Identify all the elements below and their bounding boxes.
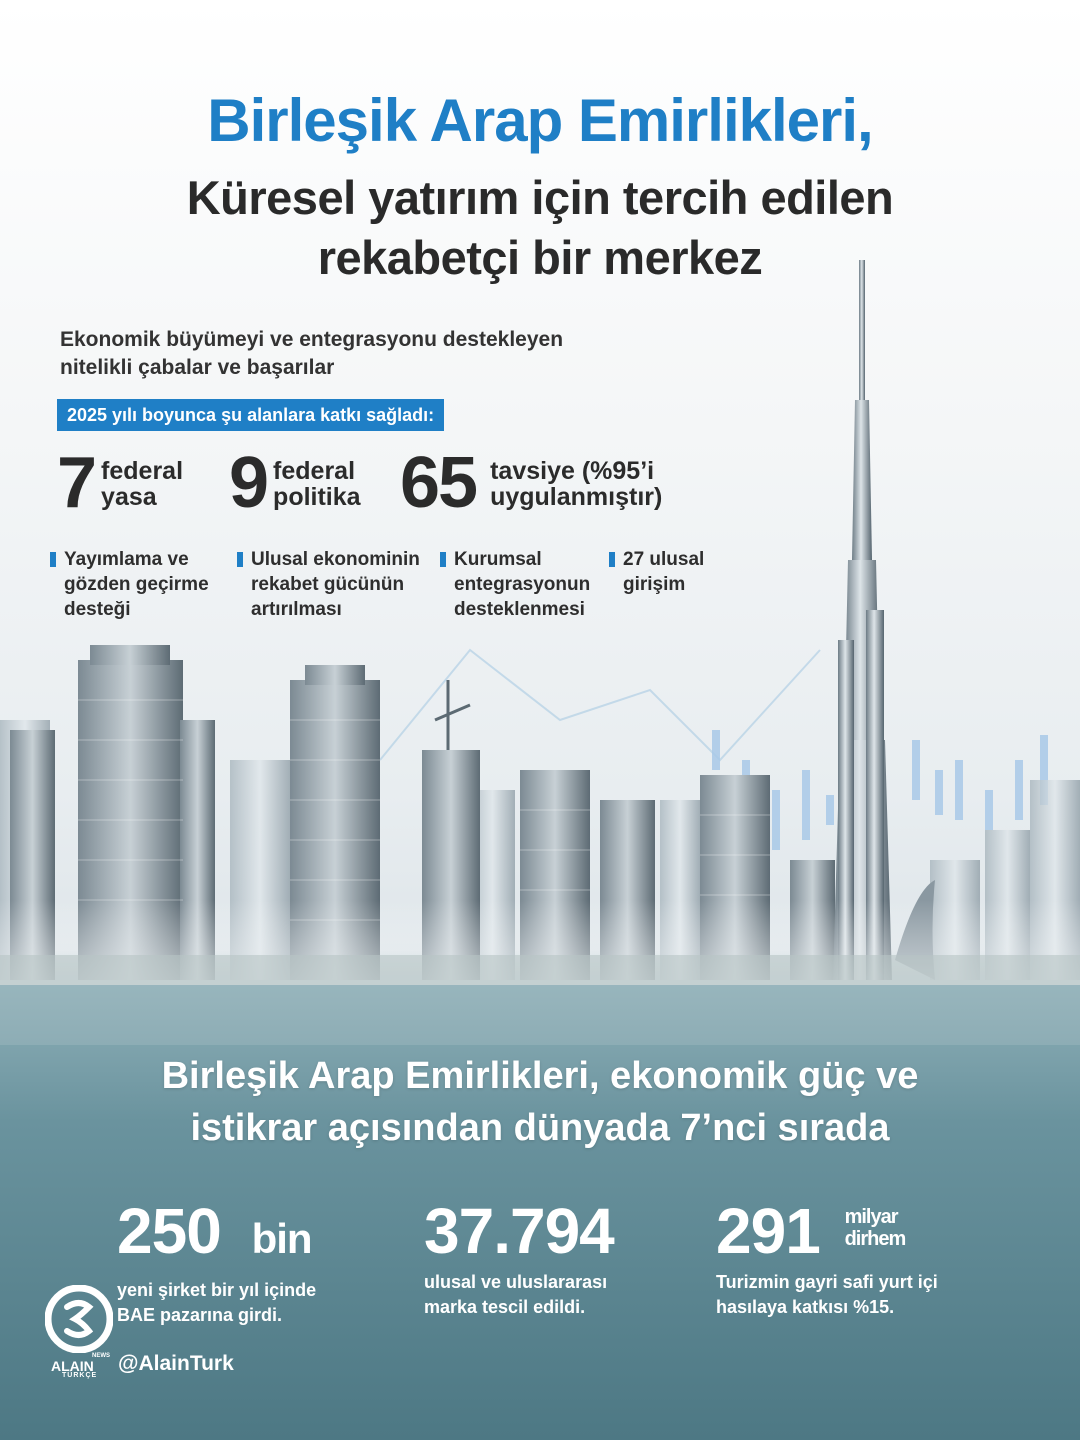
year-ribbon: 2025 yılı boyunca şu alanlara katkı sağladı: [57, 399, 444, 431]
stat-number: 9 [229, 443, 268, 523]
stat-number: 291 [716, 1195, 820, 1267]
stat-new-companies [117, 1196, 316, 1328]
item-line3: artırılması [251, 599, 342, 620]
stat-description [716, 1270, 938, 1320]
stat-description [117, 1278, 316, 1328]
stat-tourism [716, 1196, 938, 1320]
headline-line1: Birleşik Arap Emirlikleri, ekonomik güç ve [161, 1055, 919, 1097]
stat-label [101, 458, 183, 510]
unit-line1: milyar [844, 1206, 898, 1228]
stat-federal-laws [57, 443, 184, 523]
logo-name: ALAIN [51, 1358, 94, 1374]
stat-label-line2: politika [273, 483, 361, 511]
stat-label [490, 458, 662, 510]
desc-line1: yeni şirket bir yıl içinde [117, 1280, 317, 1300]
social-handle[interactable]: @AlainTurk [118, 1352, 234, 1375]
bullet-bar-icon [609, 552, 615, 567]
item-line2: rekabet gücünün [251, 574, 405, 595]
stat-number-row [716, 1196, 938, 1266]
title-subtitle-line2: rekabetçi bir merkez [317, 231, 763, 284]
bullet-bar-icon [237, 552, 243, 567]
stat-label [273, 458, 361, 510]
list-item-publishing [50, 547, 209, 622]
stat-number: 7 [57, 443, 96, 523]
stat-number: 37.794 [424, 1195, 614, 1267]
intro-text [60, 326, 620, 382]
stat-number: 65 [400, 443, 477, 523]
stat-number-row [117, 1196, 316, 1274]
desc-line2: marka tescil edildi. [424, 1297, 586, 1317]
item-line2: entegrasyonun [454, 574, 591, 595]
logo-news: NEWS [92, 1353, 110, 1359]
background-chart-lines [380, 650, 820, 760]
intro-line2: nitelikli çabalar ve başarılar [60, 356, 335, 379]
desc-line2: hasılaya katkısı %15. [716, 1297, 895, 1317]
desc-line1: ulusal ve uluslararası [424, 1272, 608, 1292]
item-line1: Yayımlama ve [64, 549, 189, 570]
bullet-bar-icon [440, 552, 446, 567]
title-subtitle-line1: Küresel yatırım için tercih edilen [186, 171, 894, 224]
alain-logo-icon [45, 1285, 113, 1353]
desc-line2: BAE pazarına girdi. [117, 1305, 283, 1325]
item-line3: desteği [64, 599, 131, 620]
stat-label-line1: tavsiye (%95’i [490, 457, 655, 485]
stat-label-line2: yasa [101, 483, 157, 511]
intro-line1: Ekonomik büyümeyi ve entegrasyonu destekleyen [60, 328, 564, 351]
ranking-headline [0, 1050, 1080, 1154]
logo-sub: TÜRKÇE [62, 1372, 98, 1379]
title-main: Birleşik Arap Emirlikleri, [207, 87, 873, 154]
item-line1: Ulusal ekonominin [251, 549, 420, 570]
list-item-integration [440, 547, 590, 622]
stat-unit: bin [251, 1215, 312, 1262]
list-item-competitiveness [237, 547, 420, 622]
stat-label-line1: federal [101, 457, 184, 485]
item-line2: gözden geçirme [64, 574, 209, 595]
stat-label-line2: uygulanmıştır) [490, 483, 663, 511]
stat-number: 250 [117, 1195, 221, 1267]
stat-recommendations [400, 443, 663, 523]
stat-description [424, 1270, 614, 1320]
crane [435, 680, 470, 750]
item-line2: girişim [623, 574, 686, 595]
stat-federal-policies [229, 443, 361, 523]
item-line1: 27 ulusal [623, 549, 705, 570]
stat-number-row [424, 1196, 614, 1266]
list-item-initiatives [609, 547, 704, 597]
stat-trademarks [424, 1196, 614, 1320]
bullet-bar-icon [50, 552, 56, 567]
item-line1: Kurumsal [454, 549, 542, 570]
title-subtitle [0, 168, 1080, 288]
desc-line1: Turizmin gayri safi yurt içi [716, 1272, 938, 1292]
stat-unit [845, 1206, 906, 1250]
burj-tower [833, 260, 892, 980]
item-line3: desteklenmesi [454, 599, 585, 620]
unit-line2: dirhem [844, 1228, 906, 1250]
headline-line2: istikrar açısından dünyada 7’nci sırada [190, 1107, 890, 1149]
stat-label-line1: federal [273, 457, 356, 485]
